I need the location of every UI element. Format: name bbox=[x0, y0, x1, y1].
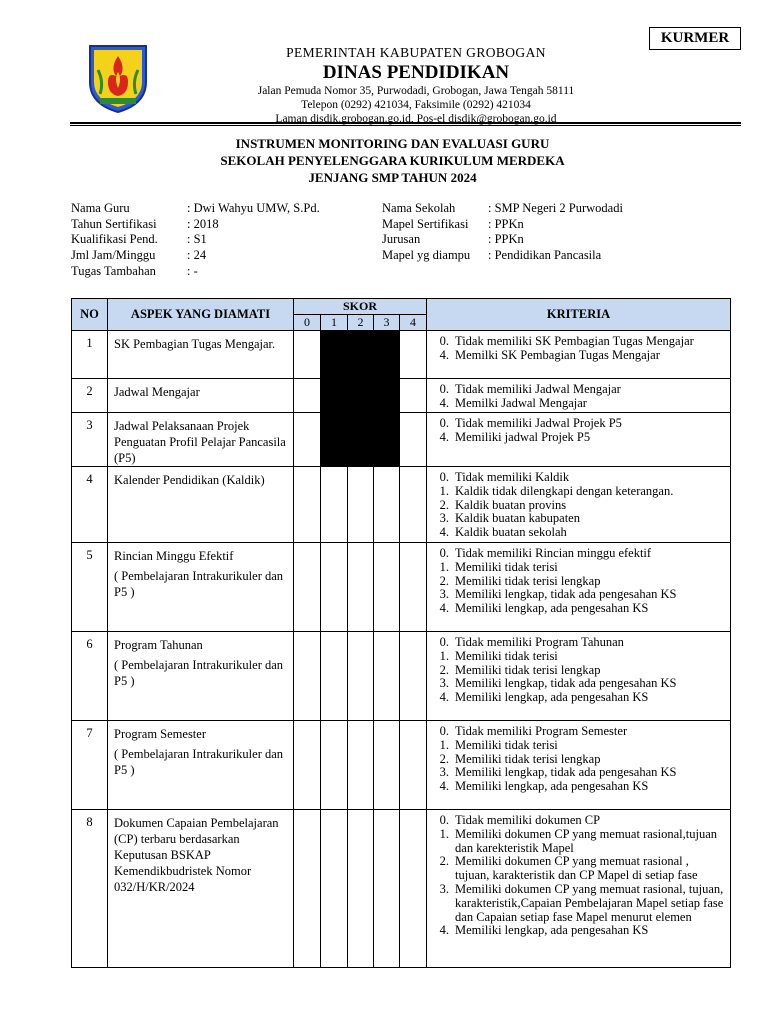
criteria-item bbox=[439, 416, 726, 431]
table-row bbox=[72, 413, 731, 467]
criteria-item bbox=[439, 737, 726, 753]
address: Jalan Pemuda Nomor 35, Purwodadi, Grobogan, Jawa Tengah 58111 bbox=[257, 85, 575, 97]
score-cell-4[interactable] bbox=[400, 810, 427, 968]
redacted-score-cell[interactable] bbox=[321, 413, 348, 467]
score-cell-2[interactable] bbox=[348, 543, 374, 632]
criteria-text: Memilki SK Pembagian Tugas Mengajar bbox=[455, 347, 660, 362]
score-cell-0[interactable] bbox=[294, 413, 321, 467]
criteria-number: 4. bbox=[439, 690, 450, 705]
score-cell-1[interactable] bbox=[321, 543, 348, 632]
letterhead-rule-thick bbox=[70, 122, 741, 124]
criteria-item bbox=[439, 382, 726, 397]
criteria-text: Memiliki tidak terisi bbox=[455, 737, 558, 752]
criteria-item bbox=[439, 751, 726, 767]
score-cell-3[interactable] bbox=[374, 632, 400, 721]
score-cell-0[interactable] bbox=[294, 810, 321, 968]
score-cell-0[interactable] bbox=[294, 632, 321, 721]
criteria-item bbox=[439, 854, 726, 883]
score-cell-2[interactable] bbox=[348, 721, 374, 810]
row-number: 4 bbox=[72, 467, 108, 543]
letterhead bbox=[200, 44, 632, 126]
criteria-number: 1. bbox=[439, 648, 450, 663]
table-row bbox=[72, 721, 731, 810]
criteria-item bbox=[439, 724, 726, 739]
info-label: Mapel Sertifikasi bbox=[382, 216, 469, 231]
criteria-item bbox=[439, 765, 726, 780]
criteria-item bbox=[439, 546, 726, 561]
criteria-text: Memiliki tidak terisi lengkap bbox=[455, 751, 601, 766]
aspect-cell bbox=[108, 413, 294, 467]
criteria-item bbox=[439, 470, 726, 485]
aspect-cell bbox=[108, 632, 294, 721]
criteria-number: 4. bbox=[439, 525, 450, 540]
score-cell-2[interactable] bbox=[348, 467, 374, 543]
criteria-item bbox=[439, 334, 726, 349]
criteria-item bbox=[439, 525, 726, 540]
department-name: DINAS PENDIDIKAN bbox=[322, 62, 510, 83]
aspect-cell bbox=[108, 543, 294, 632]
aspect-text: Dokumen Capaian Pembelajaran (CP) terbaru berdasarkan Keputusan BSKAP Kemendikbudristek Nomor 032/H/KR/2024 bbox=[114, 816, 279, 894]
criteria-item bbox=[439, 429, 726, 445]
redacted-score-cell[interactable] bbox=[348, 413, 374, 467]
score-cell-0[interactable] bbox=[294, 379, 321, 413]
teacher-info bbox=[71, 201, 320, 280]
criteria-text: Memiliki tidak terisi lengkap bbox=[455, 662, 601, 677]
document-title bbox=[70, 135, 715, 186]
criteria-text: Tidak memiliki Program Tahunan bbox=[455, 635, 624, 649]
redacted-score-cell[interactable] bbox=[348, 331, 374, 379]
criteria-number: 2. bbox=[439, 751, 450, 766]
score-col-3: 3 bbox=[374, 315, 400, 331]
info-label: Nama Sekolah bbox=[382, 201, 456, 215]
aspect-text: Program Tahunan bbox=[114, 638, 203, 652]
evaluation-table bbox=[71, 298, 731, 968]
criteria-number: 0. bbox=[439, 724, 450, 738]
info-label: Kualifikasi Pend. bbox=[71, 232, 158, 247]
row-number: 8 bbox=[72, 810, 108, 968]
info-label: Tahun Sertifikasi bbox=[71, 216, 157, 231]
criteria-text: Memiliki tidak terisi lengkap bbox=[455, 573, 601, 588]
criteria-number: 2. bbox=[439, 662, 450, 677]
redacted-score-cell[interactable] bbox=[374, 379, 400, 413]
criteria-number: 0. bbox=[439, 334, 450, 348]
criteria-item bbox=[439, 779, 726, 794]
score-cell-0[interactable] bbox=[294, 331, 321, 379]
redacted-score-cell[interactable] bbox=[321, 331, 348, 379]
info-row bbox=[71, 201, 320, 217]
criteria-text: Tidak memiliki SK Pembagian Tugas Mengajar bbox=[455, 334, 694, 348]
col-kriteria-header: KRITERIA bbox=[427, 299, 731, 331]
info-value: : PPKn bbox=[488, 216, 524, 231]
score-cell-3[interactable] bbox=[374, 543, 400, 632]
criteria-item bbox=[439, 573, 726, 589]
criteria-text: Memiliki jadwal Projek P5 bbox=[455, 429, 591, 444]
criteria-number: 0. bbox=[439, 813, 450, 827]
website-email: Laman disdik.grobogan.go.id, Pos-el disdik@grobogan.go.id bbox=[275, 113, 557, 125]
score-col-0: 0 bbox=[294, 315, 321, 331]
criteria-text: Memiliki lengkap, ada pengesahan KS bbox=[455, 923, 649, 938]
score-cell-2[interactable] bbox=[348, 632, 374, 721]
row-number: 7 bbox=[72, 721, 108, 810]
criteria-text: Memiliki lengkap, ada pengesahan KS bbox=[455, 601, 649, 616]
score-col-4: 4 bbox=[400, 315, 427, 331]
criteria-number: 4. bbox=[439, 601, 450, 616]
criteria-number: 1. bbox=[439, 483, 450, 498]
aspect-cell bbox=[108, 331, 294, 379]
criteria-item bbox=[439, 347, 726, 363]
table-row bbox=[72, 810, 731, 968]
score-cell-4[interactable] bbox=[400, 632, 427, 721]
criteria-text: Kaldik tidak dilengkapi dengan keterangan. bbox=[455, 483, 674, 498]
score-cell-4[interactable] bbox=[400, 721, 427, 810]
row-number: 1 bbox=[72, 331, 108, 379]
score-cell-4[interactable] bbox=[400, 331, 427, 379]
aspect-text: ( Pembelajaran Intrakurikuler dan P5 ) bbox=[114, 747, 284, 777]
score-cell-0[interactable] bbox=[294, 467, 321, 543]
criteria-item bbox=[439, 923, 726, 938]
info-row bbox=[382, 232, 623, 248]
criteria-number: 3. bbox=[439, 881, 450, 896]
criteria-text: Memiliki dokumen CP yang memuat rasional, tujuan, karakteristik,Capaian Pembelajaran Mapel setiap fase dan Capaian setiap fase Mapel menurut elemen bbox=[455, 881, 724, 924]
aspect-text: Kalender Pendidikan (Kaldik) bbox=[114, 473, 265, 487]
redacted-score-cell[interactable] bbox=[374, 413, 400, 467]
criteria-cell bbox=[427, 632, 731, 721]
criteria-number: 2. bbox=[439, 497, 450, 512]
criteria-text: Memiliki dokumen CP yang memuat rasional,tujuan dan karekteristik Mapel bbox=[455, 826, 718, 855]
criteria-number: 2. bbox=[439, 854, 450, 869]
criteria-number: 1. bbox=[439, 737, 450, 752]
title-line-3: JENJANG SMP TAHUN 2024 bbox=[308, 170, 477, 185]
info-row bbox=[382, 201, 623, 217]
grobogan-crest-icon bbox=[84, 42, 152, 114]
score-cell-3[interactable] bbox=[374, 810, 400, 968]
criteria-text: Memiliki tidak terisi bbox=[455, 648, 558, 663]
criteria-text: Memiliki dokumen CP yang memuat rasional , tujuan, karakteristik dan CP Mapel di setiap fase bbox=[455, 854, 698, 883]
kurmer-badge: KURMER bbox=[649, 27, 741, 50]
criteria-number: 0. bbox=[439, 635, 450, 649]
criteria-text: Tidak memiliki Jadwal Projek P5 bbox=[455, 416, 622, 430]
criteria-cell bbox=[427, 413, 731, 467]
criteria-text: Kaldik buatan provins bbox=[455, 497, 567, 512]
aspect-cell bbox=[108, 467, 294, 543]
criteria-item bbox=[439, 497, 726, 513]
criteria-cell bbox=[427, 721, 731, 810]
aspect-cell bbox=[108, 379, 294, 413]
info-row bbox=[382, 248, 623, 264]
criteria-item bbox=[439, 395, 726, 411]
criteria-number: 1. bbox=[439, 559, 450, 574]
letterhead-rule-thin bbox=[70, 125, 741, 126]
score-cell-1[interactable] bbox=[321, 721, 348, 810]
info-row bbox=[71, 248, 320, 264]
criteria-item bbox=[439, 826, 726, 856]
score-cell-2[interactable] bbox=[348, 810, 374, 968]
criteria-number: 4. bbox=[439, 395, 450, 410]
redacted-score-cell[interactable] bbox=[321, 379, 348, 413]
criteria-number: 3. bbox=[439, 511, 450, 526]
info-row bbox=[382, 217, 623, 233]
criteria-number: 4. bbox=[439, 779, 450, 794]
score-cell-1[interactable] bbox=[321, 467, 348, 543]
criteria-cell bbox=[427, 467, 731, 543]
criteria-item bbox=[439, 635, 726, 650]
col-aspek-header: ASPEK YANG DIAMATI bbox=[108, 299, 294, 331]
criteria-text: Memiliki lengkap, ada pengesahan KS bbox=[455, 779, 649, 794]
info-value: : 2018 bbox=[187, 216, 219, 231]
info-row bbox=[71, 264, 320, 280]
criteria-item bbox=[439, 601, 726, 616]
criteria-cell bbox=[427, 331, 731, 379]
criteria-number: 0. bbox=[439, 470, 450, 484]
score-cell-4[interactable] bbox=[400, 413, 427, 467]
criteria-item bbox=[439, 690, 726, 705]
criteria-text: Tidak memiliki Kaldik bbox=[455, 470, 570, 484]
government-name: PEMERINTAH KABUPATEN GROBOGAN bbox=[286, 45, 546, 60]
score-cell-0[interactable] bbox=[294, 543, 321, 632]
criteria-number: 3. bbox=[439, 587, 450, 602]
criteria-number: 3. bbox=[439, 676, 450, 691]
criteria-cell bbox=[427, 543, 731, 632]
score-col-2: 2 bbox=[348, 315, 374, 331]
criteria-number: 0. bbox=[439, 382, 450, 396]
phone: Telepon (0292) 421034, Faksimile (0292) 421034 bbox=[301, 99, 531, 111]
criteria-text: Memiliki tidak terisi bbox=[455, 559, 558, 574]
criteria-number: 4. bbox=[439, 429, 450, 444]
criteria-item bbox=[439, 676, 726, 691]
school-info bbox=[382, 201, 623, 264]
criteria-number: 3. bbox=[439, 765, 450, 780]
criteria-text: Memilki Jadwal Mengajar bbox=[455, 395, 587, 410]
criteria-item bbox=[439, 587, 726, 602]
criteria-text: Tidak memiliki Rincian minggu efektif bbox=[455, 546, 652, 560]
info-label: Nama Guru bbox=[71, 201, 130, 215]
score-cell-1[interactable] bbox=[321, 810, 348, 968]
score-cell-3[interactable] bbox=[374, 467, 400, 543]
info-label: Jml Jam/Minggu bbox=[71, 248, 156, 263]
info-value: : PPKn bbox=[488, 232, 524, 247]
criteria-item bbox=[439, 813, 726, 828]
criteria-item bbox=[439, 648, 726, 664]
criteria-text: Memiliki lengkap, tidak ada pengesahan KS bbox=[455, 587, 677, 602]
criteria-text: Memiliki lengkap, tidak ada pengesahan KS bbox=[455, 765, 677, 780]
title-line-1: INSTRUMEN MONITORING DAN EVALUASI GURU bbox=[235, 136, 550, 151]
criteria-text: Kaldik buatan sekolah bbox=[455, 525, 567, 540]
criteria-text: Memiliki lengkap, tidak ada pengesahan KS bbox=[455, 676, 677, 691]
criteria-item bbox=[439, 881, 726, 924]
aspect-text: SK Pembagian Tugas Mengajar. bbox=[114, 337, 276, 351]
info-value: : SMP Negeri 2 Purwodadi bbox=[488, 201, 623, 215]
table-row bbox=[72, 379, 731, 413]
score-col-1: 1 bbox=[321, 315, 348, 331]
criteria-item bbox=[439, 511, 726, 526]
criteria-cell bbox=[427, 379, 731, 413]
info-value: : S1 bbox=[187, 232, 207, 247]
criteria-number: 4. bbox=[439, 923, 450, 938]
criteria-text: Tidak memiliki dokumen CP bbox=[455, 813, 601, 827]
info-label: Mapel yg diampu bbox=[382, 248, 471, 263]
info-value: : Dwi Wahyu UMW, S.Pd. bbox=[187, 201, 320, 215]
aspect-text: Rincian Minggu Efektif bbox=[114, 549, 234, 563]
col-no-header: NO bbox=[72, 299, 108, 331]
redacted-score-cell[interactable] bbox=[348, 379, 374, 413]
row-number: 3 bbox=[72, 413, 108, 467]
criteria-item bbox=[439, 662, 726, 678]
table-row bbox=[72, 331, 731, 379]
info-label: Jurusan bbox=[382, 232, 421, 247]
criteria-text: Kaldik buatan kabupaten bbox=[455, 511, 580, 526]
table-row bbox=[72, 632, 731, 721]
score-cell-1[interactable] bbox=[321, 632, 348, 721]
table-row bbox=[72, 467, 731, 543]
criteria-number: 0. bbox=[439, 546, 450, 560]
row-number: 6 bbox=[72, 632, 108, 721]
criteria-item bbox=[439, 559, 726, 575]
info-row bbox=[71, 232, 320, 248]
aspect-text: Program Semester bbox=[114, 727, 206, 741]
criteria-number: 4. bbox=[439, 347, 450, 362]
criteria-text: Memiliki lengkap, ada pengesahan KS bbox=[455, 690, 649, 705]
row-number: 5 bbox=[72, 543, 108, 632]
info-value: : 24 bbox=[187, 248, 207, 263]
criteria-number: 2. bbox=[439, 573, 450, 588]
criteria-text: Tidak memiliki Jadwal Mengajar bbox=[455, 382, 621, 396]
criteria-cell bbox=[427, 810, 731, 968]
info-label: Tugas Tambahan bbox=[71, 263, 156, 278]
criteria-text: Tidak memiliki Program Semester bbox=[455, 724, 628, 738]
aspect-text: Jadwal Mengajar bbox=[114, 385, 200, 399]
redacted-score-cell[interactable] bbox=[374, 331, 400, 379]
info-value: : - bbox=[187, 263, 198, 278]
table-row bbox=[72, 543, 731, 632]
score-cell-4[interactable] bbox=[400, 467, 427, 543]
aspect-text: ( Pembelajaran Intrakurikuler dan P5 ) bbox=[114, 569, 284, 599]
score-cell-0[interactable] bbox=[294, 721, 321, 810]
criteria-number: 1. bbox=[439, 826, 450, 841]
aspect-text: ( Pembelajaran Intrakurikuler dan P5 ) bbox=[114, 658, 284, 688]
info-row bbox=[71, 217, 320, 233]
aspect-cell bbox=[108, 810, 294, 968]
criteria-item bbox=[439, 483, 726, 499]
criteria-number: 0. bbox=[439, 416, 450, 430]
score-cell-4[interactable] bbox=[400, 379, 427, 413]
aspect-text: Jadwal Pelaksanaan Projek Penguatan Profil Pelajar Pancasila (P5) bbox=[114, 419, 286, 465]
title-line-2: SEKOLAH PENYELENGGARA KURIKULUM MERDEKA bbox=[220, 153, 565, 168]
col-skor-header: SKOR bbox=[294, 299, 427, 315]
score-cell-3[interactable] bbox=[374, 721, 400, 810]
row-number: 2 bbox=[72, 379, 108, 413]
aspect-cell bbox=[108, 721, 294, 810]
info-value: : Pendidikan Pancasila bbox=[488, 248, 602, 263]
score-cell-4[interactable] bbox=[400, 543, 427, 632]
